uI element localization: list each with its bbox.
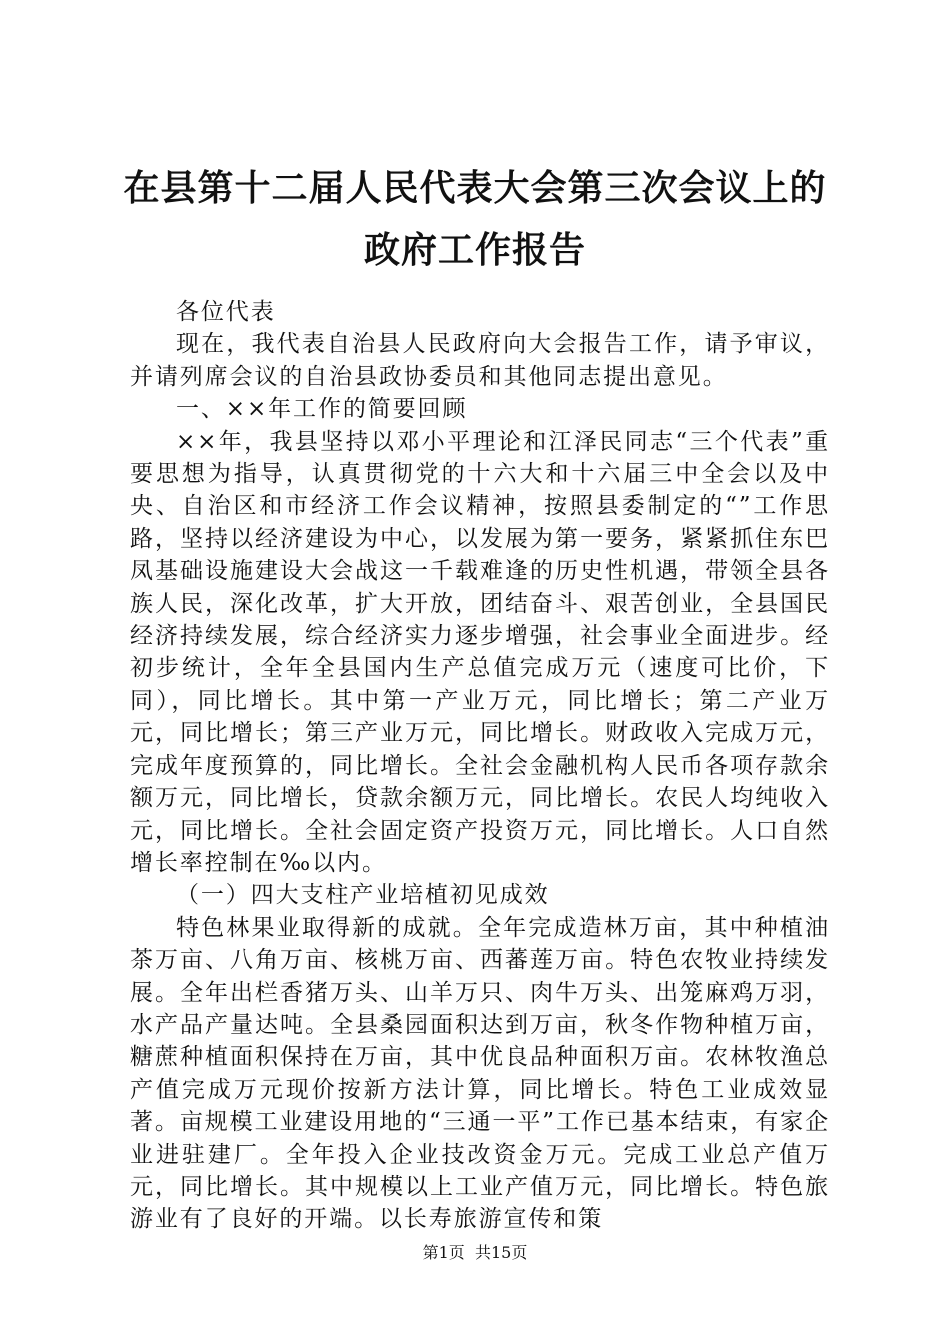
- page-footer: [0, 1243, 950, 1263]
- page-number: 第1页: [422, 1243, 465, 1262]
- paragraph-pillar-industries: 特色林果业取得新的成就。全年完成造林万亩，其中种植油茶万亩、八角万亩、核桃万亩、西蕃莲万亩。特色农牧业持续发展。全年出栏香猪万头、山羊万只、肉牛万头、出笼麻鸡万羽，水产品产量达吨。全县桑园面积达到万亩，秋冬作物种植万亩，糖蔗种植面积保持在万亩，其中优良品种面积万亩。农林牧渔总产值完成万元现价按新方法计算，同比增长。特色工业成效显著。亩规模工业建设用地的“三通一平”工作已基本结束，有家企业进驻建厂。全年投入企业技改资金万元。完成工业总产值万元，同比增长。其中规模以上工业产值万元，同比增长。特色旅游业有了良好的开端。以长寿旅游宣传和策: [130, 914, 830, 1233]
- document-body: [130, 296, 830, 1236]
- page-total: 共15页: [474, 1243, 528, 1262]
- document-title: 在县第十二届人民代表大会第三次会议上的政府工作报告: [123, 168, 827, 271]
- paragraph-intro: 现在，我代表自治县人民政府向大会报告工作，请予审议，并请列席会议的自治县政协委员和其他同志提出意见。: [130, 331, 830, 390]
- section-heading-review: 一、××年工作的简要回顾: [176, 396, 468, 423]
- paragraph-salutation: 各位代表: [176, 299, 276, 325]
- paragraph-summary: ××年，我县坚持以邓小平理论和江泽民同志“三个代表”重要思想为指导，认真贯彻党的十六大和十六届三中全会以及中央、自治区和市经济工作会议精神，按照县委制定的“”工作思路，坚持以经济建设为中心，以发展为第一要务，紧紧抓住东巴凤基础设施建设大会战这一千载难逢的历史性机遇，带领全县各族人民，深化改革，扩大开放，团结奋斗、艰苦创业，全县国民经济持续发展，综合经济实力逐步增强，社会事业全面进步。经初步统计，全年全县国内生产总值完成万元（速度可比价，下同），同比增长。其中第一产业万元，同比增长；第二产业万元，同比增长；第三产业万元，同比增长。财政收入完成万元，完成年度预算的，同比增长。全社会金融机构人民币各项存款余额万元，同比增长，贷款余额万元，同比增长。农民人均纯收入元，同比增长。全社会固定资产投资万元，同比增长。人口自然增长率控制在‰以内。: [130, 428, 830, 876]
- subsection-heading-pillar-industries: （一）四大支柱产业培植初见成效: [176, 882, 550, 909]
